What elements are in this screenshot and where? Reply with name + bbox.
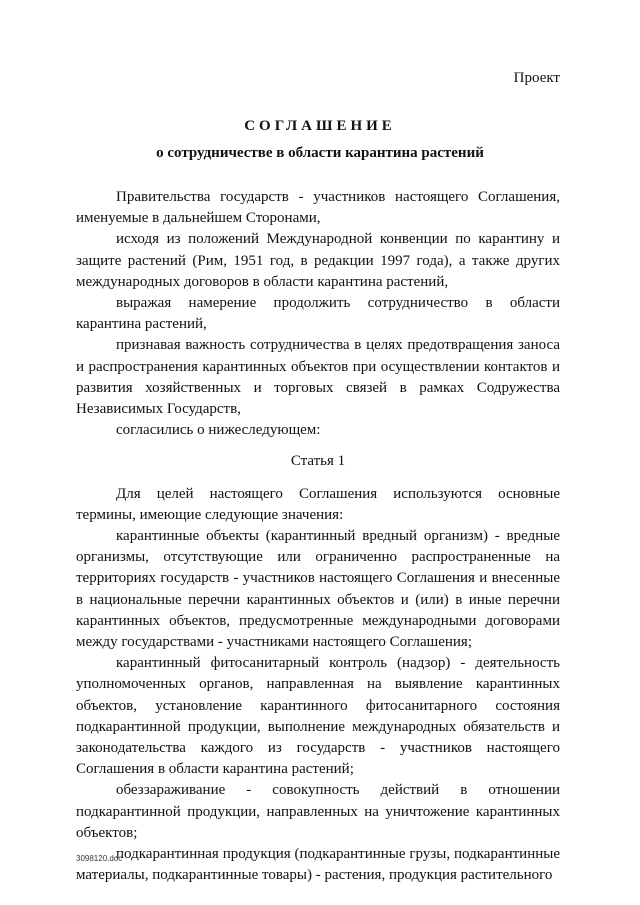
article-paragraph-2: карантинные объекты (карантинный вредный организм) - вредные организмы, отсутствующие или ограниченно распространенные на территориях государств - участников настоящего Соглашения и внесенные в национальные перечни карантинных объектов и (или) в иные перечни карантинных объектов, предусмотренные международными договорами между государствами - участниками настоящего Соглашения; [76, 528, 560, 651]
preamble-paragraph-3: выражая намерение продолжить сотрудничество в области карантина растений, [76, 295, 560, 333]
document-body [76, 187, 560, 887]
article-paragraph-5: подкарантинная продукция (подкарантинные грузы, подкарантинные материалы, подкарантинные товары) - растения, продукция растительного [76, 846, 560, 884]
article-paragraph-1: Для целей настоящего Соглашения используются основные термины, имеющие следующие значения: [76, 485, 560, 523]
article-paragraph-4: обеззараживание - совокупность действий в отношении подкарантинной продукции, направленных на уничтожение карантинных объектов; [76, 782, 560, 841]
preamble-paragraph-4: признавая важность сотрудничества в целях предотвращения заноса и распространения карантинных объектов при осуществлении контактов и развития хозяйственных и торговых связей в рамках Содружества Независимых Государств, [76, 337, 560, 418]
footer-filename: 3098120.doc [76, 854, 123, 863]
preamble-paragraph-1: Правительства государств - участников настоящего Соглашения, именуемые в дальнейшем Сторонами, [76, 189, 560, 227]
article-paragraph-3: карантинный фитосанитарный контроль (надзор) - деятельность уполномоченных органов, направленная на выявление карантинных объектов, установление карантинного фитосанитарного состояния подкарантинной продукции, выполнение международных обязательств и законодательства каждого из государств - участников настоящего Соглашения в области карантина растений; [76, 655, 560, 778]
article-heading: Статья 1 [290, 453, 346, 470]
preamble-paragraph-5: согласились о нижеследующем: [116, 422, 321, 439]
document-subtitle: о сотрудничестве в области карантина растений [156, 145, 484, 161]
preamble-paragraph-2: исходя из положений Международной конвенции по карантину и защите растений (Рим, 1951 год, в редакции 1997 года), а также других международных договоров в области карантина растений, [76, 231, 560, 290]
draft-status-label: Проект [513, 70, 560, 86]
document-title: СОГЛАШЕНИЕ [244, 118, 396, 134]
